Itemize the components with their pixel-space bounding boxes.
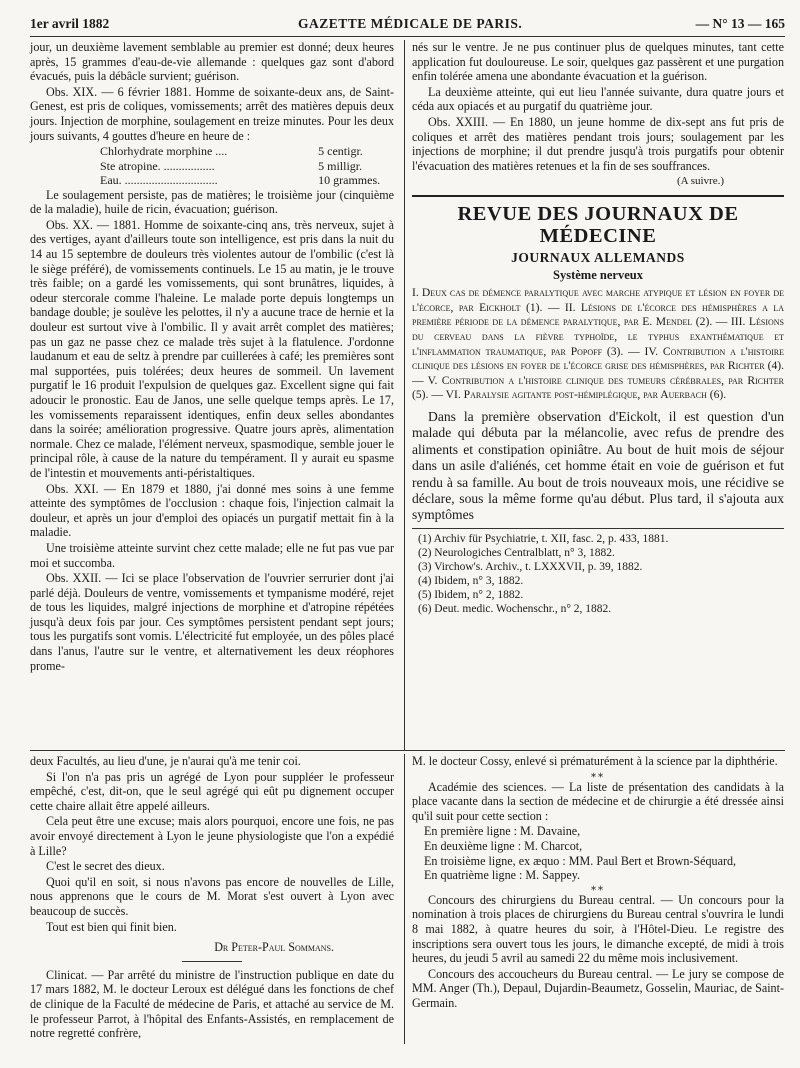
header-journal-title: GAZETTE MÉDICALE DE PARIS.: [298, 16, 523, 31]
paragraph: nés sur le ventre. Je ne pus continuer plus de quelques minutes, tant cette application fut douloureuse. Le soir, quelques gaz passèrent et une purgation enfin tolérée amena une abondante évacuation et la guérison.: [412, 40, 784, 84]
obs-xxi: Obs. XXI. — En 1879 et 1880, j'ai donné mes soins à une femme atteinte des symptômes de l'occlusion : chaque fois, l'injection calmait la douleur, et après un jour d'emploi des opiacés un purgatif mettait fin à la maladie.: [30, 481, 394, 540]
paragraph: Si l'on n'a pas pris un agrégé de Lyon pour suppléer le professeur empêché, c'est, dit-on, que le seul agrégé qui eût pu dignement occuper cette chaire allait être appelé ailleurs.: [30, 769, 394, 813]
separator-stars: ⁎⁎: [591, 881, 605, 893]
list-item: En quatrième ligne : M. Sappey.: [424, 868, 581, 883]
column-divider: [404, 754, 405, 1044]
list-item: En deuxième ligne : M. Charcot,: [424, 838, 583, 853]
page-section-rule: [30, 750, 785, 751]
prescription-line: Eau. ............................... 10 grammes.: [100, 173, 381, 188]
prescription-line: Ste atropine. ................. 5 milligr.: [100, 158, 363, 173]
paragraph: Dans la première observation d'Eickolt, il est question d'un malade qui débuta par la mélancolie, avec refus de prendre des aliments et constipation opiniâtre. Au bout de huit mois de séjour dans un asile d'aliénés, cet homme était en voie de guérison et fut rendu à sa famille. Au bout de trois nouveaux mois, une récidive se déclare, sous la même forme qu'au début. Plus tard, il s'ajouta aux symptômes: [412, 408, 784, 523]
footnote: (6) Deut. medic. Wochenschr., n° 2, 1882.: [418, 603, 612, 616]
footnote: (5) Ibidem, n° 2, 1882.: [418, 589, 524, 602]
obs-xix: Obs. XIX. — 6 février 1881. Homme de soixante-deux ans, de Saint-Genest, est pris de coliques, vomissements; arrêt des matières depuis deux jours. Injection de morphine, soulagement en treize minutes. Pour les deux jours suivants, 4 gouttes d'heure en heure de :: [30, 84, 394, 143]
paragraph: La deuxième atteinte, qui eut lieu l'année suivante, dura quatre jours et céda aux opiacés et au purgatif du quatrième jour.: [412, 84, 784, 114]
column-divider: [404, 40, 405, 750]
header-date: 1er avril 1882: [30, 16, 110, 31]
separator-stars: ⁎⁎: [591, 768, 605, 780]
section-title: REVUE DES JOURNAUX DE MÉDECINE: [457, 202, 739, 247]
section-subtitle: JOURNAUX ALLEMANDS: [511, 249, 685, 265]
footnotes: [412, 532, 784, 617]
paragraph: Tout est bien qui finit bien.: [46, 919, 177, 934]
left-bottom-column: [30, 754, 394, 1042]
paragraph: Cela peut être une excuse; mais alors pourquoi, encore une fois, ne pas avoir envoyé directement à Lyon le jeune physiologiste que l'on a expédié à Lille?: [30, 814, 394, 858]
footnote: (2) Neurologiches Centralblatt, n° 3, 1882.: [418, 546, 615, 559]
signature: Dr Peter-Paul Sommans.: [214, 940, 334, 955]
paragraph: jour, un deuxième lavement semblable au premier est donné; deux heures après, 15 grammes d'eau-de-vie allemande : quelques gaz sont d'abord évacués, puis la débâcle survient; guérison.: [30, 40, 394, 84]
obs-xxii: Obs. XXII. — Ici se place l'observation de l'ouvrier serrurier dont j'ai parlé déjà. Douleurs de ventre, vomissements et tympanisme modéré, rejet de tous les liquides, malgré injections de morphine et d'atropine répétées jusqu'à deux fois par jour. Ces symptômes persistent pendant sept jours; tous les purgatifs sont vomis. L'électricité fut employée, un des pôles placé dans l'anus, l'autre sur le ventre, et alternativement les deux réophores prome-: [30, 571, 394, 673]
article-titles: I. Deux cas de démence paralytique avec marche atypique et lésion en foyer de l'écorce, par Eickholt (1). — II. Lésions de l'écorce des hémisphères a la première période de la démence paralytique, par E. Mendel (2). — III. Lésions du cerveau dans la fièvre typhoïde, le typhus exanthématique et l'inflammation traumatique, par Popoff (3). — IV. Contribution a l'histoire clinique des lésions en foyer de l'écorce grise des hémisphères, par Richter (4). — V. Contribution a l'histoire clinique des tumeurs cérébrales, par Richter (5). — VI. Paralysie agitante post-hémiplégique, par Auerbach (6).: [412, 286, 784, 402]
right-top-column: [412, 40, 784, 616]
footnote: (1) Archiv für Psychiatrie, t. XII, fasc. 2, p. 433, 1881.: [418, 532, 669, 545]
right-bottom-column: [412, 754, 784, 1012]
paragraph: C'est le secret des dieux.: [46, 859, 165, 874]
paragraph: M. le docteur Cossy, enlevé si prématurément à la science par la diphthérie.: [412, 754, 778, 768]
to-be-continued: (A suivre.): [676, 175, 724, 188]
candidate-list: [412, 824, 784, 882]
footnote: (3) Virchow's. Archiv., t. LXXXVII, p. 39, 1882.: [418, 560, 643, 573]
paragraph: Une troisième atteinte survint chez cette malade; elle ne fut pas vue par moi et succomba.: [30, 540, 394, 570]
list-item: En première ligne : M. Davaine,: [424, 824, 581, 839]
paragraph: Quoi qu'il en soit, si nous n'avons pas encore de nouvelles de Lille, nous apprenons que le cours de M. Morat s'est ouvert à Lyon avec beaucoup de succès.: [30, 874, 394, 918]
header-page-number: — N° 13 — 165: [695, 16, 785, 31]
obs-xxiii: Obs. XXIII. — En 1880, un jeune homme de dix-sept ans fut pris de coliques et arrêt des matières pendant trois jours; soulagement par les injections de morphine; il dut prendre jusqu'à trois purgatifs pour obtenir l'évacuation des matières retenues et la fin de ses souffrances.: [412, 114, 784, 173]
list-item: En troisième ligne, ex æquo : MM. Paul Bert et Brown-Séquard,: [424, 853, 737, 868]
clinicat-notice: Clinicat. — Par arrêté du ministre de l'instruction publique en date du 17 mars 1882, M. le docteur Leroux est délégué dans les fonctions de chef de clinique de la Faculté de médecine de Paris, et attaché au service de M. le professeur Parrot, à l'hôpital des Enfants-Assistés, en remplacement de notre regretté confrère,: [30, 967, 394, 1041]
concours-accoucheurs: Concours des accoucheurs du Bureau central. — Le jury se compose de MM. Anger (Th.), Depaul, Dujardin-Beaumetz, Gosselin, Mauriac, de Saint-Germain.: [412, 966, 784, 1010]
short-rule: [182, 961, 242, 962]
section-topic: Système nerveux: [553, 267, 643, 282]
footnote: (4) Ibidem, n° 3, 1882.: [418, 575, 524, 587]
academie-notice: Académie des sciences. — La liste de présentation des candidats à la place vacante dans la section de médecine et de chirurgie a été dressée ainsi qu'il suit pour cette section :: [412, 779, 784, 823]
header-rule: [30, 36, 785, 37]
obs-xx: Obs. XX. — 1881. Homme de soixante-cinq ans, très nerveux, sujet à des vertiges, ayant d'ailleurs toute son intelligence, est pris dans la nuit du 14 au 15 septembre de douleurs très violentes autour de l'ombilic (c'est là le siège préféré), de vomissements continuels. Le 15 au matin, je le trouve très faible; on a gardé les vomissements, qui sont brunâtres, liquides, à odeur stercorale comme l'haleine. Le malade porte depuis longtemps un bandage double; je soulève les pelottes, il n'y a aucune trace de hernie et la douleur est surtout vive à l'ombilic. Il y avait arrêt complet des matières; pas un gaz ne passe chez ce malade très sujet à la flatulence. J'ordonne laudanum et eau de seltz à prendre par cuillerées à café; les premières sont mal supportées, puis tolérées; deux heures de sommeil. Un lavement purgatif le 16 produit l'expulsion de quelques gaz. Excellent signe qui fait adoucir le pronostic. Eau de Janos, une selle quelque temps après. Le 17, les vomissements reparaissent identiques, enfin deux selles abondantes dans la soirée; amélioration progressive. Quatre jours après, alimentation normale. Chez ce malade, l'élément nerveux, spasmodique, semble jouer le principal rôle, à cause de la nature du tempérament. Il y aurait eu spasme de l'intestin et mouvements anti-péristaltiques.: [30, 217, 394, 480]
section-rule: [412, 195, 784, 197]
left-top-column: [30, 40, 394, 674]
concours-chirurgiens: Concours des chirurgiens du Bureau central. — Un concours pour la nomination à trois places de chirurgiens du Bureau central s'ouvrira le lundi 8 mai 1882, à quatre heures du soir, à l'Hôtel-Dieu. Le registre des inscriptions sera ouvert tous les jours, le dimanche excepté, de midi à trois heures, du jeudi 5 avril au samedi 22 du même mois inclusivement.: [412, 892, 784, 966]
paragraph: Le soulagement persiste, pas de matières; le troisième jour (cinquième de la maladie), huile de ricin, évacuation; guérison.: [30, 187, 394, 217]
paragraph: deux Facultés, au lieu d'une, je n'aurai qu'à me tenir coi.: [30, 754, 301, 768]
prescription-line: Chlorhydrate morphine .... 5 centigr.: [100, 144, 363, 159]
footnote-rule: [412, 528, 784, 529]
